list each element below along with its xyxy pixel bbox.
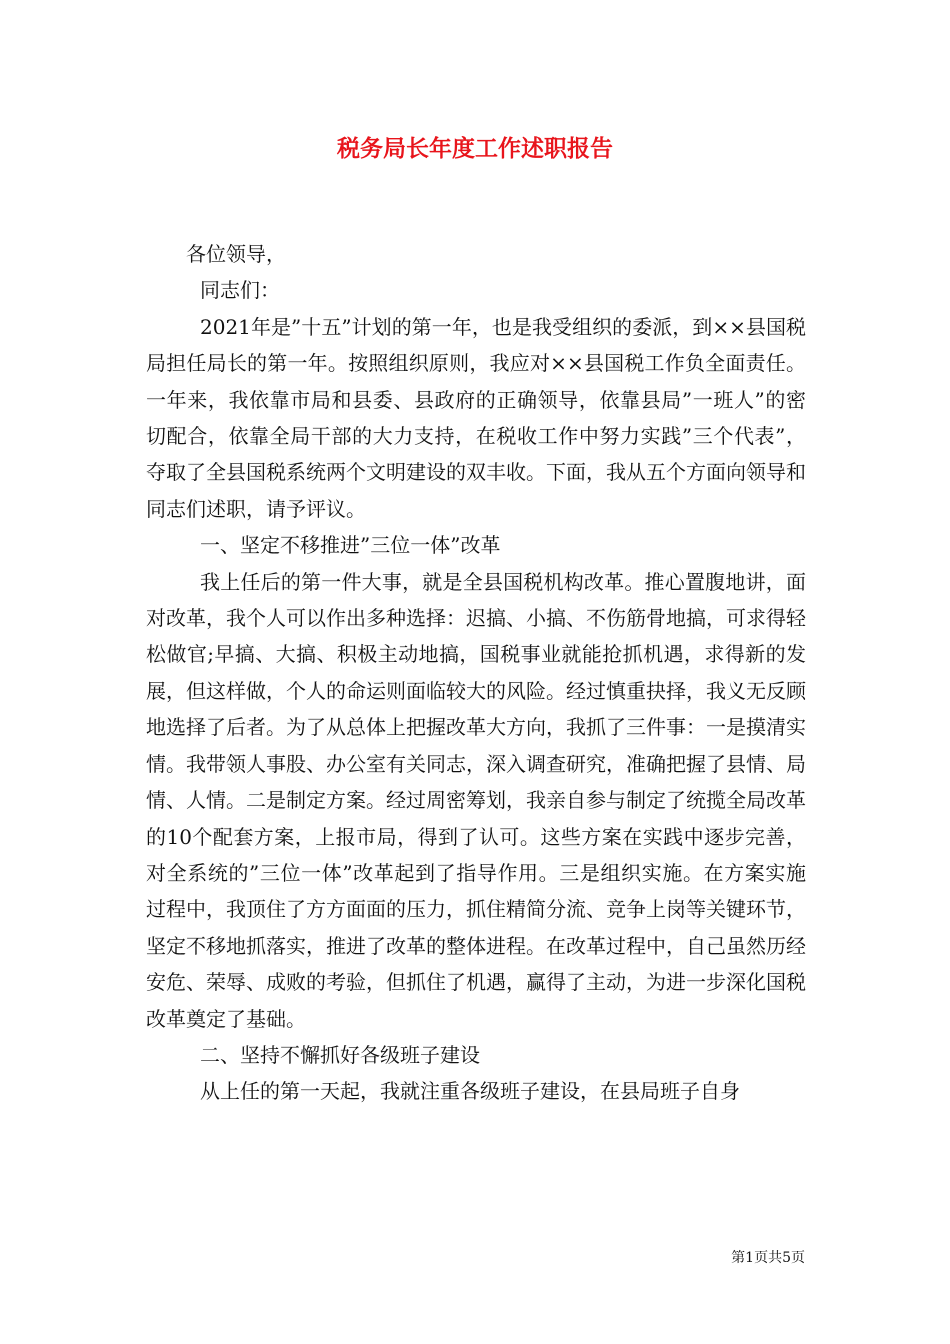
section-heading-2: 二、坚持不懈抓好各级班子建设 xyxy=(200,1042,480,1067)
paragraph-leadership: 从上任的第一天起，我就注重各级班子建设，在县局班子自身 xyxy=(200,1079,740,1104)
document-body xyxy=(146,236,806,1110)
page-number: 第1页共5页 xyxy=(731,1250,805,1266)
document-title: 税务局长年度工作述职报告 xyxy=(337,135,613,162)
greeting-comrades: 同志们： xyxy=(200,278,280,303)
section-heading-1: 一、坚定不移推进”三位一体”改革 xyxy=(200,533,501,558)
paragraph-intro: 2021年是”十五”计划的第一年，也是我受组织的委派，到××县国税局担任局长的第一年。按照组织原则，我应对××县国税工作负全面责任。一年来，我依靠市局和县委、县政府的正确领导，依靠县局”一班人”的密切配合，依靠全局干部的大力支持，在税收工作中努力实践”三个代表”，夺取了全县国税系统两个文明建设的双丰收。下面，我从五个方面向领导和同志们述职，请予评议。 xyxy=(146,314,806,521)
greeting-leaders: 各位领导， xyxy=(186,242,286,266)
paragraph-reform: 我上任后的第一件大事，就是全县国税机构改革。推心置腹地讲，面对改革，我个人可以作出多种选择：迟搞、小搞、不伤筋骨地搞，可求得轻松做官;早搞、大搞、积极主动地搞，国税事业就能抢抓机遇，求得新的发展，但这样做，个人的命运则面临较大的风险。经过慎重抉择，我义无反顾地选择了后者。为了从总体上把握改革大方向，我抓了三件事：一是摸清实情。我带领人事股、办公室有关同志，深入调查研究，准确把握了县情、局情、人情。二是制定方案。经过周密筹划，我亲自参与制定了统揽全局改革的10个配套方案，上报市局，得到了认可。这些方案在实践中逐步完善，对全系统的”三位一体”改革起到了指导作用。三是组织实施。在方案实施过程中，我顶住了方方面面的压力，抓住精简分流、竞争上岗等关键环节，坚定不移地抓落实，推进了改革的整体进程。在改革过程中，自己虽然历经安危、荣辱、成败的考验，但抓住了机遇，赢得了主动，为进一步深化国税改革奠定了基础。 xyxy=(146,569,806,1031)
